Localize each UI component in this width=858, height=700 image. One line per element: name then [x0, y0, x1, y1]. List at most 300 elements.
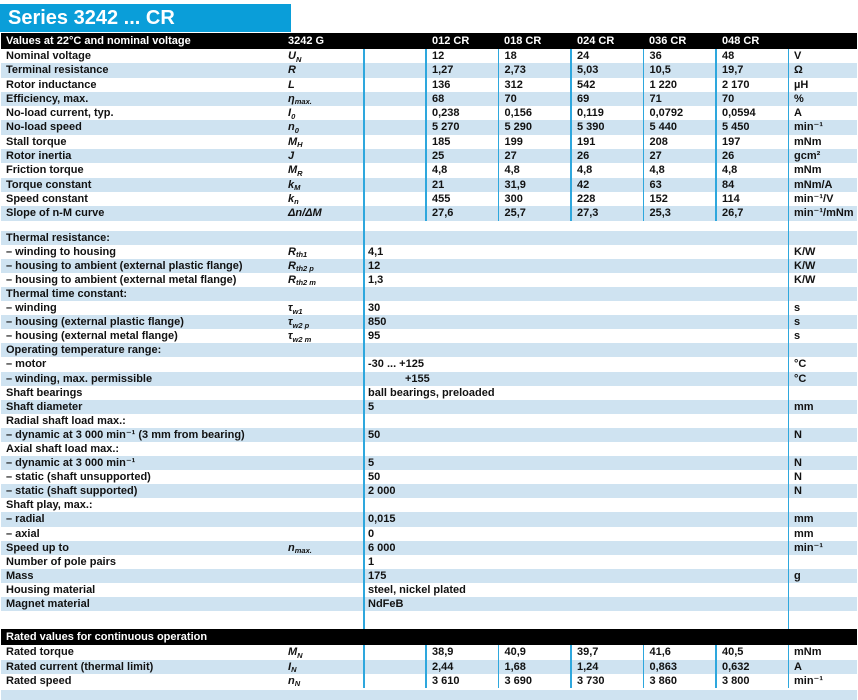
model-value-cell: 27,6 [432, 207, 454, 220]
section-header-row [1, 343, 857, 357]
column-divider-line [363, 192, 365, 206]
unit-cell: gcm² [794, 150, 821, 163]
column-divider-line [788, 498, 790, 512]
model-value-cell: 5 450 [722, 121, 750, 134]
column-divider-line [363, 611, 365, 629]
model-value-cell: 542 [577, 78, 596, 91]
model-value-cell: 26 [722, 150, 735, 163]
column-divider-line [788, 245, 790, 259]
column-divider-line [570, 206, 572, 220]
unit-cell: A [794, 107, 802, 120]
row-symbol-subscript: 0 [294, 125, 299, 135]
column-divider-line [788, 583, 790, 597]
row-label: – static (shaft unsupported) [6, 471, 151, 484]
unit-cell: mm [794, 527, 814, 540]
row-symbol: $I_0$ [288, 107, 296, 121]
row-symbol: $n_0$ [288, 121, 299, 135]
span-value-cell: 50 [368, 471, 381, 484]
column-divider-line [570, 149, 572, 163]
column-divider-line [643, 178, 645, 192]
spacer-row [1, 221, 857, 231]
column-divider-line [363, 645, 365, 659]
header-series-code: 3242 G [288, 35, 325, 47]
unit-cell: mm [794, 513, 814, 526]
model-value-cell: 3 860 [649, 674, 678, 687]
row-label: Thermal time constant: [6, 287, 128, 300]
spec-row [1, 555, 857, 569]
column-divider-line [363, 442, 365, 456]
model-value-cell: 70 [722, 92, 735, 105]
column-divider-line [425, 163, 427, 177]
row-label: – winding [6, 302, 57, 315]
spacer-row [1, 611, 857, 629]
row-label: – housing to ambient (external metal flange) [6, 273, 237, 286]
column-divider-line [788, 192, 790, 206]
column-header-model-1: 012 CR [432, 35, 470, 47]
row-symbol: $n_N$ [288, 674, 301, 689]
column-divider-line [715, 92, 717, 106]
span-value-cell: 6 000 [368, 541, 396, 554]
column-divider-line [498, 660, 500, 674]
model-value-cell: 84 [722, 178, 735, 191]
column-divider-line [715, 645, 717, 659]
spec-row [1, 512, 857, 526]
row-label: – dynamic at 3 000 min⁻¹ [6, 457, 136, 470]
model-value-cell: 4,8 [432, 164, 448, 177]
section-header-row [1, 231, 857, 245]
column-header-model-5: 048 CR [722, 35, 760, 47]
row-label: Speed up to [6, 541, 69, 554]
model-value-cell: 18 [504, 50, 517, 62]
row-label: – axial [6, 527, 40, 540]
column-divider-line [788, 287, 790, 301]
unit-cell: min⁻¹/V [794, 192, 834, 205]
row-label: – housing to ambient (external plastic flange) [6, 259, 243, 272]
spec-row [1, 178, 857, 192]
column-divider-line [715, 674, 717, 688]
column-divider-line [498, 92, 500, 106]
column-divider-line [643, 674, 645, 688]
unit-cell: min⁻¹ [794, 541, 824, 554]
model-value-cell: 63 [649, 178, 662, 191]
bottom-band [1, 690, 857, 700]
spec-row [1, 645, 857, 659]
column-divider-line [363, 63, 365, 77]
column-divider-line [498, 206, 500, 220]
column-divider-line [570, 49, 572, 63]
column-divider-line [570, 192, 572, 206]
column-divider-line [498, 149, 500, 163]
row-label: Shaft bearings [6, 386, 83, 399]
row-label: No-load current, typ. [6, 107, 114, 120]
column-divider-line [363, 149, 365, 163]
model-value-cell: 3 800 [722, 674, 750, 687]
column-divider-line [363, 498, 365, 512]
column-divider-line [498, 135, 500, 149]
column-divider-line [788, 386, 790, 400]
column-divider-line [570, 660, 572, 674]
model-value-cell: 71 [649, 92, 662, 105]
column-divider-line [788, 106, 790, 120]
row-label: – static (shaft supported) [6, 485, 138, 498]
row-symbol-subscript: M [294, 183, 301, 193]
column-divider-line [363, 456, 365, 470]
column-divider-line [643, 92, 645, 106]
column-header-model-2: 018 CR [504, 35, 542, 47]
row-symbol: $\tau_{w2 p}$ [288, 316, 310, 330]
column-divider-line [498, 192, 500, 206]
spec-row [1, 583, 857, 597]
unit-cell: K/W [794, 259, 816, 272]
model-value-cell: 36 [649, 50, 662, 62]
column-divider-line [570, 178, 572, 192]
column-divider-line [425, 206, 427, 220]
row-symbol: $M_R$ [288, 164, 303, 178]
row-symbol-subscript: th1 [295, 250, 308, 260]
unit-cell: N [794, 457, 802, 470]
column-divider-line [363, 221, 365, 231]
model-value-cell: 114 [722, 192, 740, 205]
column-divider-line [788, 78, 790, 92]
column-divider-line [570, 674, 572, 688]
column-divider-line [363, 231, 365, 245]
model-value-cell: 38,9 [432, 646, 454, 659]
span-value-cell: 30 [368, 302, 381, 315]
column-divider-line [788, 414, 790, 428]
column-divider-line [788, 163, 790, 177]
spec-row [1, 484, 857, 498]
model-value-cell: 1 220 [649, 78, 678, 91]
column-divider-line [715, 163, 717, 177]
unit-cell: mNm [794, 646, 822, 659]
row-label: Friction torque [6, 164, 84, 177]
section-header-row [1, 287, 857, 301]
unit-cell: °C [794, 358, 807, 371]
spec-row [1, 49, 857, 63]
column-divider-line [788, 315, 790, 329]
column-divider-line [715, 206, 717, 220]
column-divider-line [498, 120, 500, 134]
row-symbol-subscript: N [294, 679, 301, 689]
column-divider-line [788, 645, 790, 659]
row-symbol-subscript: th2 m [295, 278, 316, 288]
spec-row [1, 192, 857, 206]
row-label: Housing material [6, 583, 96, 596]
model-value-cell: 27 [649, 150, 662, 163]
column-divider-line [788, 611, 790, 629]
model-value-cell: 27,3 [577, 207, 599, 220]
column-divider-line [643, 660, 645, 674]
spec-row [1, 163, 857, 177]
column-divider-line [788, 329, 790, 343]
column-divider-line [498, 178, 500, 192]
spec-row [1, 259, 857, 273]
spec-row [1, 245, 857, 259]
model-value-cell: 19,7 [722, 64, 744, 77]
column-divider-line [570, 92, 572, 106]
row-label: Efficiency, max. [6, 92, 89, 105]
model-value-cell: 1,24 [577, 660, 599, 673]
column-divider-line [425, 645, 427, 659]
column-divider-line [715, 63, 717, 77]
row-symbol-subscript: N [295, 54, 302, 64]
model-value-cell: 5 270 [432, 121, 460, 134]
column-divider-line [363, 400, 365, 414]
spec-table [1, 49, 857, 629]
column-divider-line [788, 456, 790, 470]
row-label: – housing (external plastic flange) [6, 316, 184, 329]
row-symbol-subscript: 0 [291, 111, 296, 121]
spec-row [1, 357, 857, 371]
span-value-cell: 5 [368, 457, 375, 470]
column-divider-line [788, 541, 790, 555]
span-value-cell: 50 [368, 428, 381, 441]
column-divider-line [570, 120, 572, 134]
column-divider-line [363, 301, 365, 315]
column-divider-line [788, 527, 790, 541]
span-value-cell: 12 [368, 259, 381, 272]
column-divider-line [643, 106, 645, 120]
row-label: Operating temperature range: [6, 344, 162, 357]
span-value-cell: NdFeB [368, 598, 404, 610]
row-label: Thermal resistance: [6, 231, 110, 244]
column-divider-line [788, 206, 790, 220]
column-divider-line [363, 206, 365, 220]
row-label: Mass [6, 569, 34, 582]
table-header-bar [1, 33, 857, 49]
column-divider-line [363, 178, 365, 192]
spec-row [1, 674, 857, 688]
column-divider-line [363, 163, 365, 177]
row-label: – winding to housing [6, 245, 116, 258]
column-divider-line [788, 470, 790, 484]
column-divider-line [363, 92, 365, 106]
model-value-cell: 25,7 [504, 207, 526, 220]
model-value-cell: 26 [577, 150, 590, 163]
spec-row [1, 301, 857, 315]
span-value-cell: 0 [368, 527, 375, 540]
unit-cell: A [794, 660, 802, 673]
model-value-cell: 455 [432, 192, 451, 205]
unit-cell: % [794, 92, 804, 105]
column-divider-line [788, 343, 790, 357]
column-divider-line [363, 315, 365, 329]
model-value-cell: 5,03 [577, 64, 599, 77]
column-divider-line [788, 178, 790, 192]
model-value-cell: 42 [577, 178, 590, 191]
column-divider-line [363, 287, 365, 301]
column-divider-line [715, 120, 717, 134]
row-label: No-load speed [6, 121, 82, 134]
model-value-cell: 5 290 [504, 121, 533, 134]
unit-cell: min⁻¹ [794, 674, 824, 687]
row-symbol-subscript: w1 [292, 306, 303, 316]
span-value-cell: 95 [368, 330, 381, 343]
row-label: Number of pole pairs [6, 555, 117, 568]
spec-row [1, 273, 857, 287]
model-value-cell: 27 [504, 150, 517, 163]
column-divider-line [788, 63, 790, 77]
column-divider-line [788, 372, 790, 386]
span-value-cell: -30 ... +125 [368, 358, 424, 371]
model-value-cell: 3 690 [504, 674, 533, 687]
row-label: Terminal resistance [6, 64, 109, 77]
column-divider-line [425, 63, 427, 77]
column-divider-line [425, 78, 427, 92]
column-header-model-4: 036 CR [649, 35, 687, 47]
model-value-cell: 300 [504, 192, 523, 205]
unit-cell: V [794, 50, 802, 62]
row-symbol: $\eta_{max.}$ [288, 92, 312, 107]
column-divider-line [425, 120, 427, 134]
spec-row [1, 78, 857, 92]
unit-cell: g [794, 569, 801, 582]
unit-cell: min⁻¹/mNm [794, 207, 854, 220]
model-value-cell: 41,6 [649, 646, 671, 659]
unit-cell: s [794, 302, 801, 315]
spec-row [1, 527, 857, 541]
row-symbol: J [288, 150, 295, 163]
row-symbol-subscript: w2 p [292, 320, 310, 330]
column-divider-line [425, 660, 427, 674]
row-label: Slope of n-M curve [6, 207, 105, 220]
model-value-cell: 24 [577, 50, 590, 62]
column-divider-line [363, 414, 365, 428]
model-value-cell: 228 [577, 192, 596, 205]
row-symbol: $R_{th2 m}$ [288, 273, 316, 288]
column-divider-line [363, 597, 365, 611]
row-label: Rotor inductance [6, 78, 97, 91]
column-divider-line [363, 512, 365, 526]
model-value-cell: 40,9 [504, 646, 526, 659]
row-symbol: $R_{th2 p}$ [288, 259, 314, 274]
column-divider-line [498, 106, 500, 120]
header-caption: Values at 22°C and nominal voltage [6, 35, 191, 47]
row-symbol: $I_N$ [288, 660, 297, 675]
row-symbol-subscript: R [297, 168, 303, 178]
column-divider-line [570, 78, 572, 92]
model-value-cell: 2,44 [432, 660, 454, 673]
column-divider-line [363, 674, 365, 688]
unit-cell: K/W [794, 245, 816, 258]
column-divider-line [643, 49, 645, 63]
column-divider-line [643, 78, 645, 92]
span-value-cell: +155 [405, 372, 430, 385]
column-divider-line [715, 149, 717, 163]
model-value-cell: 31,9 [504, 178, 526, 191]
model-value-cell: 0,0792 [649, 107, 684, 120]
unit-cell: s [794, 316, 801, 329]
model-value-cell: 197 [722, 135, 741, 148]
model-value-cell: 10,5 [649, 64, 671, 77]
column-divider-line [788, 149, 790, 163]
span-value-cell: ball bearings, preloaded [368, 386, 495, 399]
unit-cell: K/W [794, 273, 816, 286]
row-label: Rated speed [6, 674, 72, 687]
column-divider-line [363, 78, 365, 92]
column-divider-line [363, 357, 365, 371]
unit-cell: Ω [794, 64, 803, 77]
row-symbol: L [288, 78, 295, 91]
column-divider-line [788, 92, 790, 106]
spec-row [1, 315, 857, 329]
spec-row [1, 456, 857, 470]
column-divider-line [788, 484, 790, 498]
model-value-cell: 1,27 [432, 64, 454, 77]
span-value-cell: steel, nickel plated [368, 583, 466, 596]
series-title-banner [0, 4, 291, 32]
model-value-cell: 68 [432, 92, 445, 105]
row-symbol: $R_{th1}$ [288, 245, 308, 260]
model-value-cell: 0,238 [432, 107, 460, 120]
unit-cell: mNm [794, 135, 822, 148]
row-symbol-subscript: N [291, 665, 297, 675]
span-value-cell: 850 [368, 316, 387, 329]
column-divider-line [498, 78, 500, 92]
model-value-cell: 3 730 [577, 674, 605, 687]
unit-cell: N [794, 428, 802, 441]
column-divider-line [788, 231, 790, 245]
row-label: Shaft play, max.: [6, 499, 93, 512]
column-divider-line [788, 259, 790, 273]
row-symbol: $M_H$ [288, 135, 303, 150]
column-divider-line [643, 645, 645, 659]
row-label: Torque constant [6, 178, 92, 191]
row-symbol: $U_N$ [288, 50, 302, 64]
column-divider-line [788, 301, 790, 315]
column-divider-line [498, 163, 500, 177]
column-divider-line [788, 428, 790, 442]
column-divider-line [425, 49, 427, 63]
spec-row [1, 597, 857, 611]
column-divider-line [425, 135, 427, 149]
column-divider-line [363, 541, 365, 555]
column-divider-line [363, 428, 365, 442]
column-divider-line [788, 442, 790, 456]
column-divider-line [363, 273, 365, 287]
span-value-cell: 0,015 [368, 513, 396, 526]
column-divider-line [715, 660, 717, 674]
column-divider-line [425, 192, 427, 206]
column-divider-line [425, 106, 427, 120]
column-divider-line [363, 343, 365, 357]
rated-header-caption: Rated values for continuous operation [6, 631, 208, 644]
row-label: – winding, max. permissible [6, 372, 153, 385]
column-header-model-3: 024 CR [577, 35, 615, 47]
row-label: Stall torque [6, 135, 67, 148]
column-divider-line [425, 92, 427, 106]
model-value-cell: 185 [432, 135, 451, 148]
row-label: – dynamic at 3 000 min⁻¹ (3 mm from bearing) [6, 428, 245, 441]
model-value-cell: 25 [432, 150, 445, 163]
column-divider-line [788, 357, 790, 371]
column-divider-line [788, 660, 790, 674]
model-value-cell: 0,863 [649, 660, 678, 673]
column-divider-line [363, 470, 365, 484]
model-value-cell: 208 [649, 135, 668, 148]
column-divider-line [425, 674, 427, 688]
row-symbol: $k_M$ [288, 178, 301, 193]
row-symbol-subscript: th2 p [295, 264, 314, 274]
span-value-cell: 4,1 [368, 245, 384, 258]
spec-row [1, 660, 857, 674]
rated-table [1, 645, 857, 688]
column-divider-line [498, 674, 500, 688]
column-divider-line [363, 120, 365, 134]
row-label: Shaft diameter [6, 400, 83, 413]
column-divider-line [498, 49, 500, 63]
model-value-cell: 312 [504, 78, 523, 91]
